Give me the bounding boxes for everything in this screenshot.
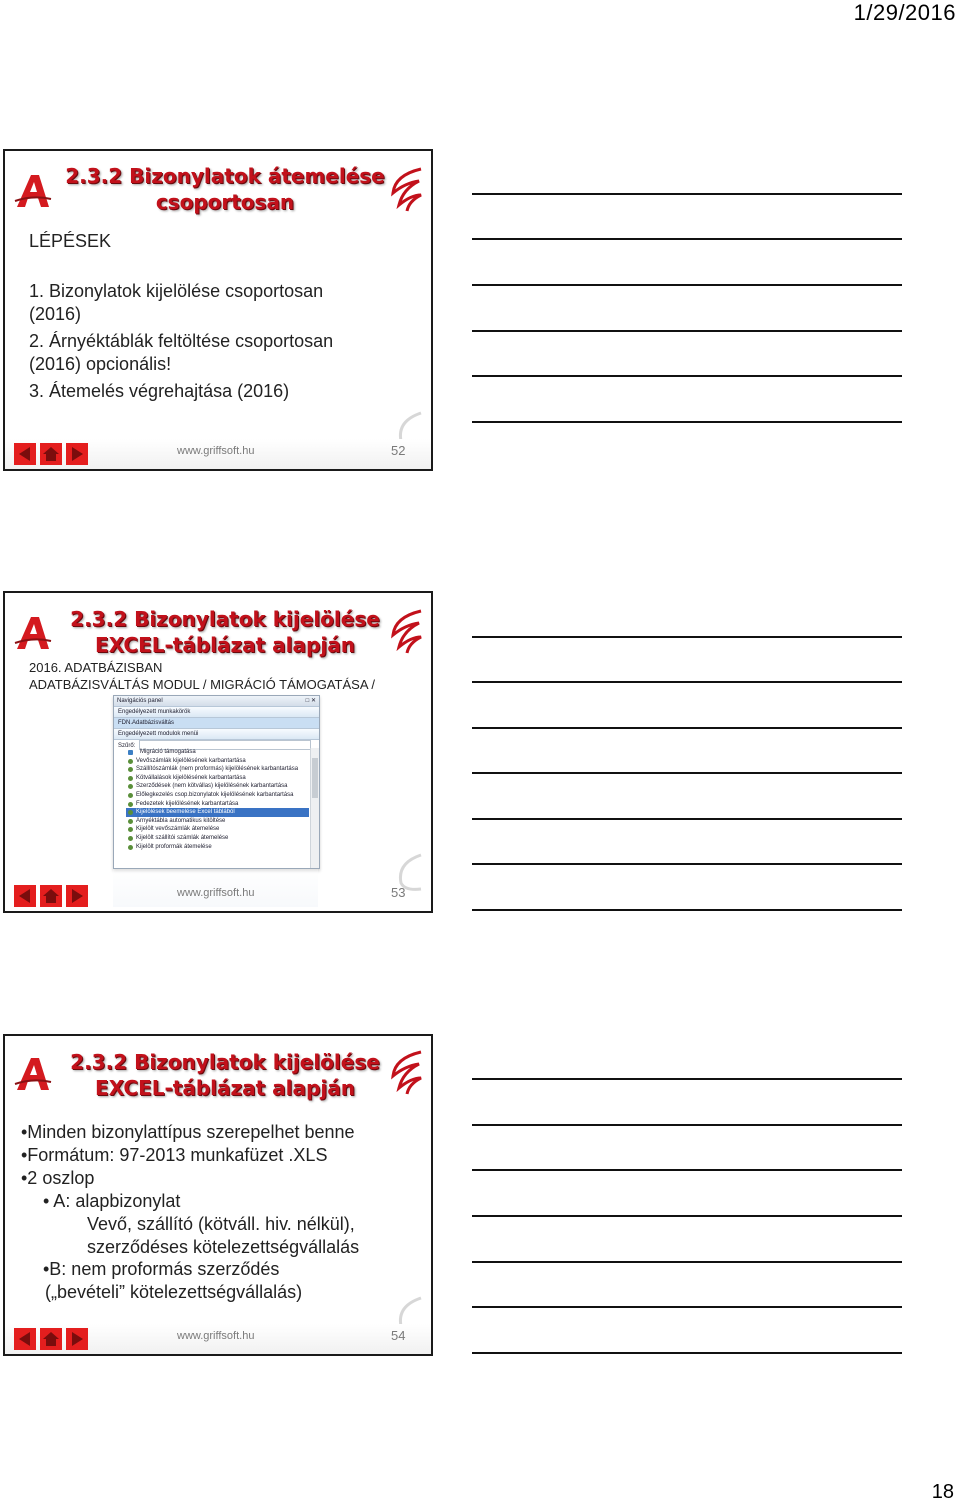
slide-53	[3, 591, 433, 913]
step-line: (2016) opcionális!	[29, 354, 172, 374]
griffin-logo-icon	[385, 1048, 425, 1096]
home-icon[interactable]	[40, 885, 62, 907]
slide-number: 52	[391, 443, 406, 458]
filter-label: Szűrő:	[118, 743, 136, 749]
panel-controls[interactable]: □ ✕	[305, 698, 316, 704]
navigation-panel-screenshot	[113, 695, 320, 869]
slide-52	[3, 149, 433, 471]
next-arrow-icon[interactable]	[66, 1328, 88, 1350]
note-line[interactable]	[472, 330, 902, 332]
note-line[interactable]	[472, 636, 902, 638]
note-line[interactable]	[472, 1215, 902, 1217]
logo-a-icon	[13, 171, 53, 211]
panel-row[interactable]: FDN.Adatbázisváltás	[114, 717, 319, 728]
breadcrumb-line: 2016. ADATBÁZISBAN	[29, 660, 163, 675]
slide-54	[3, 1034, 433, 1356]
slide-title-line1: 2.3.2 Bizonylatok kijelölése	[70, 607, 380, 631]
bullet-line: •Formátum: 97-2013 munkafüzet .XLS	[21, 1145, 328, 1165]
griffin-logo-icon	[385, 165, 425, 213]
prev-arrow-icon[interactable]	[14, 885, 36, 907]
header-date: 1/29/2016	[853, 0, 956, 25]
slide-title-line2: csoportosan	[155, 190, 295, 214]
next-arrow-icon[interactable]	[66, 885, 88, 907]
next-arrow-icon[interactable]	[66, 443, 88, 465]
bullet-line: • A: alapbizonylat	[43, 1191, 181, 1211]
tree-item[interactable]: Kijelölt proformák átemelése	[126, 843, 309, 852]
footer-url[interactable]: www.griffsoft.hu	[177, 1330, 255, 1342]
note-line[interactable]	[472, 772, 902, 774]
bullet-line: szerződéses kötelezettségvállalás	[87, 1237, 360, 1257]
note-line[interactable]	[472, 1352, 902, 1354]
note-line[interactable]	[472, 818, 902, 820]
home-icon[interactable]	[40, 1328, 62, 1350]
migration-tree	[126, 748, 309, 851]
prev-arrow-icon[interactable]	[14, 443, 36, 465]
step-line: 2. Árnyéktáblák feltöltése csoportosan	[29, 331, 334, 351]
home-icon[interactable]	[40, 443, 62, 465]
bullet-line: („bevételi” kötelezettségvállalás)	[45, 1282, 303, 1302]
note-line[interactable]	[472, 863, 902, 865]
panel-row[interactable]: Engedélyezett munkakörök	[114, 706, 319, 717]
note-line[interactable]	[472, 1261, 902, 1263]
bullet-line: •B: nem proformás szerződés	[43, 1259, 280, 1279]
step-line: 1. Bizonylatok kijelölése csoportosan	[29, 281, 324, 301]
note-line[interactable]	[472, 1078, 902, 1080]
tree-item-selected[interactable]: Kijelölések beemelése Excel táblából	[126, 808, 309, 817]
note-line[interactable]	[472, 238, 902, 240]
note-line[interactable]	[472, 421, 902, 423]
logo-a-icon	[13, 1054, 53, 1094]
tree-item[interactable]: Fedezetek kijelölésének karbantartása	[126, 800, 309, 809]
note-line[interactable]	[472, 193, 902, 195]
bullet-line: •Minden bizonylattípus szerepelhet benne	[21, 1122, 355, 1142]
note-line[interactable]	[472, 1124, 902, 1126]
tree-item[interactable]: Kijelölt szállítói számlák átemelése	[126, 834, 309, 843]
tree-scrollbar[interactable]	[310, 748, 319, 868]
bullet-line: •2 oszlop	[21, 1168, 95, 1188]
step-line: 3. Átemelés végrehajtása (2016)	[29, 381, 290, 401]
slide-title-line2: EXCEL-táblázat alapján	[95, 633, 355, 657]
tree-item[interactable]: Kijelölt vevőszámlák átemelése	[126, 825, 309, 834]
note-line[interactable]	[472, 1306, 902, 1308]
bullet-line: Vevő, szállító (kötváll. hiv. nélkül),	[87, 1214, 355, 1234]
panel-title-bar	[114, 696, 319, 706]
step-line: (2016)	[29, 304, 82, 324]
panel-title: Navigációs panel	[117, 698, 163, 704]
note-line[interactable]	[472, 727, 902, 729]
prev-arrow-icon[interactable]	[14, 1328, 36, 1350]
slide-number: 54	[391, 1328, 406, 1343]
tree-item[interactable]: Szerződések (nem kötvállas) kijelölésének karbantartása	[126, 782, 309, 791]
note-line[interactable]	[472, 909, 902, 911]
slide-footer	[5, 1324, 431, 1354]
steps-heading: LÉPÉSEK	[29, 231, 112, 251]
tree-item[interactable]: Szállítószámlák (nem proformás) kijelölésének karbantartása	[126, 765, 309, 774]
tree-item[interactable]: Vevőszámlák kijelölésének karbantartása	[126, 757, 309, 766]
tree-item[interactable]: Előlegkezelés csop.bizonylatok kijelölésének karbantartása	[126, 791, 309, 800]
note-line[interactable]	[472, 375, 902, 377]
logo-a-icon	[13, 613, 53, 653]
tree-item[interactable]: Kötvállalások kijelölésének karbantartása	[126, 774, 309, 783]
slide-footer	[5, 881, 431, 911]
page-number: 18	[931, 1481, 954, 1503]
slide-title-line1: 2.3.2 Bizonylatok kijelölése	[70, 1050, 380, 1074]
footer-url[interactable]: www.griffsoft.hu	[177, 887, 255, 899]
footer-url[interactable]: www.griffsoft.hu	[177, 445, 255, 457]
tree-root[interactable]: Migráció támogatása	[126, 748, 309, 757]
breadcrumb-line: ADATBÁZISVÁLTÁS MODUL / MIGRÁCIÓ TÁMOGATÁSA /	[29, 677, 376, 692]
slide-number: 53	[391, 885, 406, 900]
slide-footer	[5, 439, 431, 469]
slide-title-line2: EXCEL-táblázat alapján	[95, 1076, 355, 1100]
slide-title-line1: 2.3.2 Bizonylatok átemelése	[65, 164, 385, 188]
note-line[interactable]	[472, 1169, 902, 1171]
tree-item[interactable]: Árnyéktábla automatikus kitöltése	[126, 817, 309, 826]
note-line[interactable]	[472, 284, 902, 286]
panel-row[interactable]: Engedélyezett modulok menüi	[114, 728, 319, 739]
note-line[interactable]	[472, 681, 902, 683]
griffin-logo-icon	[385, 607, 425, 655]
